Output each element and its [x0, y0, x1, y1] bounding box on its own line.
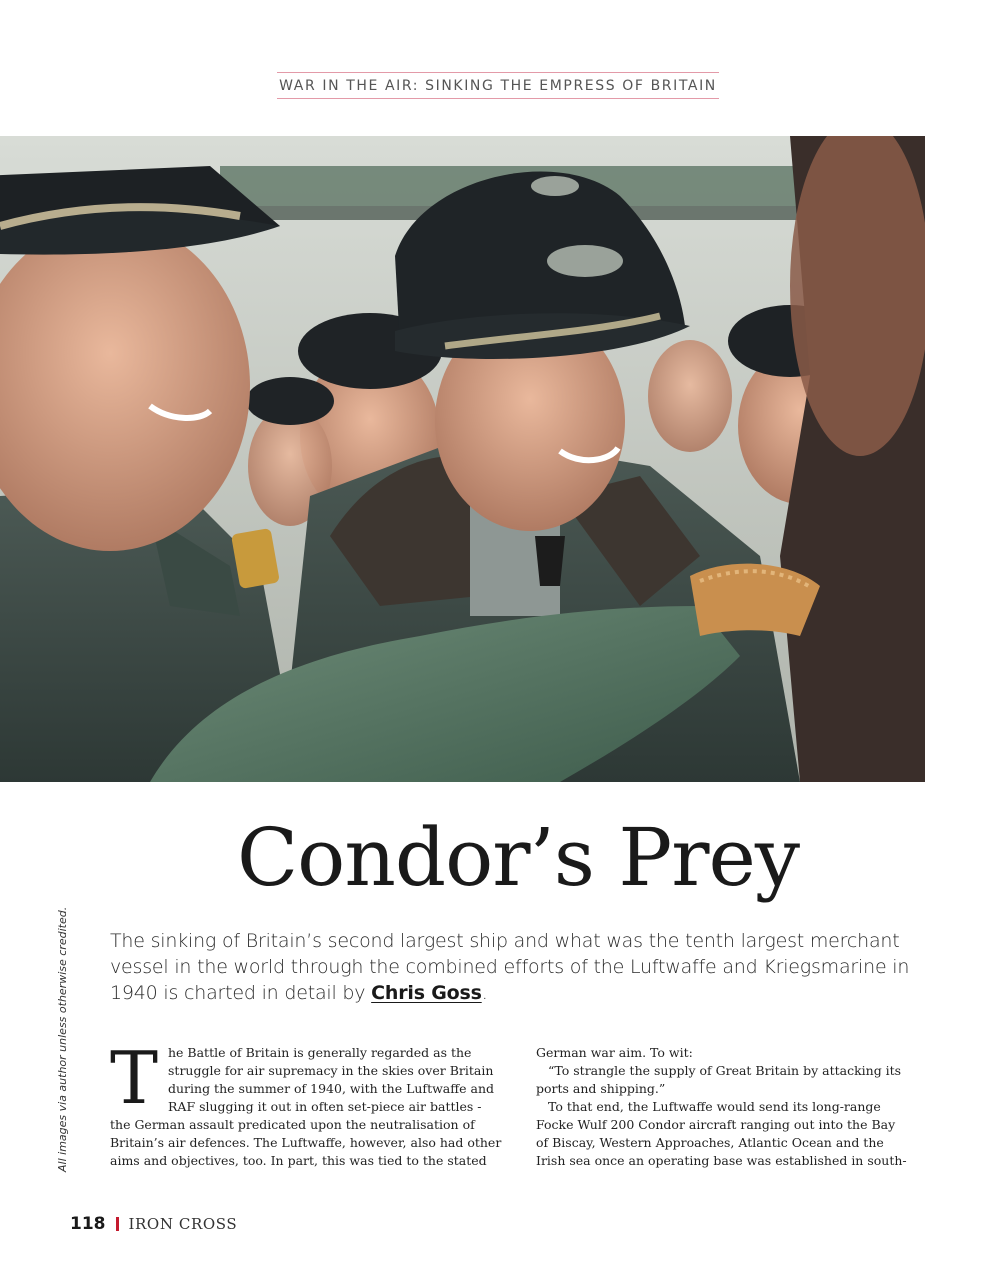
page-number: 118 [70, 1214, 106, 1234]
hero-photo-illustration [0, 136, 925, 782]
body-line: ports and shipping.” [536, 1081, 666, 1096]
body-line: during the summer of 1940, with the Luftwaffe and [168, 1081, 494, 1096]
body-line: German war aim. To wit: [536, 1045, 693, 1060]
body-line: Irish sea once an operating base was established in south- [536, 1153, 907, 1168]
hero-photo [0, 136, 925, 782]
standfirst-end: . [481, 982, 488, 1004]
article-title: Condor’s Prey [236, 811, 800, 904]
standfirst-text: The sinking of Britain’s second largest ship and what was the tenth largest merchant vessel in the world through the combined efforts of the Luftwaffe and Kriegsmarine in 1940 is charted in detail by [110, 930, 910, 1004]
body-line: he Battle of Britain is generally regarded as the [168, 1045, 472, 1060]
drop-cap: T [110, 1036, 159, 1120]
body-line: of Biscay, Western Approaches, Atlantic Ocean and the [536, 1135, 884, 1150]
body-column-left [110, 1036, 510, 1170]
body-line: Britain’s air defences. The Luftwaffe, however, also had other [110, 1135, 502, 1150]
body-line: the German assault predicated upon the neutralisation of [110, 1117, 475, 1132]
footer-divider [116, 1217, 119, 1231]
body-line: To that end, the Luftwaffe would send its long-range [548, 1099, 881, 1114]
kicker-wrap [0, 72, 996, 99]
body-line: aims and objectives, too. In part, this was tied to the stated [110, 1153, 487, 1168]
body-line: RAF slugging it out in often set-piece air battles - [168, 1099, 482, 1114]
body-paragraph [110, 1036, 510, 1170]
image-credit: All images via author unless otherwise credited. [56, 906, 69, 1172]
magazine-name: IRON CROSS [128, 1215, 238, 1233]
body-line: “To strangle the supply of Great Britain by attacking its [548, 1063, 902, 1078]
section-kicker: WAR IN THE AIR: SINKING THE EMPRESS OF BRITAIN [277, 72, 719, 99]
body-line: struggle for air supremacy in the skies over Britain [168, 1063, 494, 1078]
body-column-right [536, 1044, 916, 1170]
author-link[interactable]: Chris Goss [371, 982, 482, 1004]
body-paragraph [536, 1044, 916, 1170]
body-line: Focke Wulf 200 Condor aircraft ranging out into the Bay [536, 1117, 896, 1132]
standfirst [110, 928, 940, 1006]
page-footer [70, 1214, 237, 1234]
